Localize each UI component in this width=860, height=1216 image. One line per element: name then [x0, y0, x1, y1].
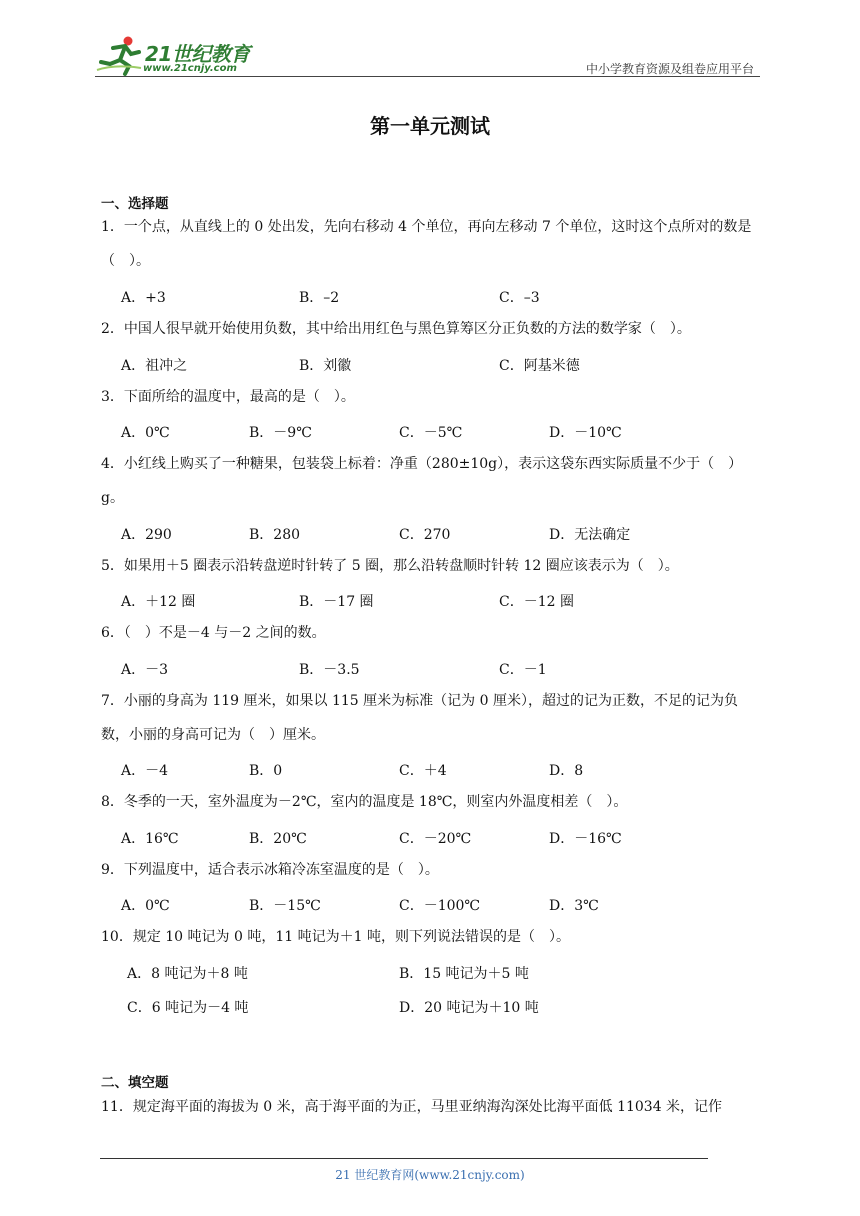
footer-text: 21 世纪教育网(www.21cnjy.com) [335, 1168, 525, 1182]
page-header [95, 34, 760, 78]
option[interactable]: B．280 [249, 527, 301, 543]
option[interactable]: B．0 [249, 763, 283, 779]
option[interactable]: B．－15℃ [249, 898, 321, 914]
platform-text: 中小学教育资源及组卷应用平台 [585, 62, 754, 76]
option[interactable]: A．－3 [121, 662, 169, 678]
question-6: 6．（ ）不是－4 与－2 之间的数。 [101, 625, 326, 641]
question-11: 11．规定海平面的海拔为 0 米，高于海平面的为正，马里亚纳海沟深处比海平面低 11034 米，记作 [101, 1099, 723, 1115]
option[interactable]: C．270 [399, 527, 451, 543]
option[interactable]: A．0℃ [121, 898, 170, 914]
option[interactable]: C．－100℃ [399, 898, 481, 914]
option[interactable]: D．－16℃ [549, 831, 622, 847]
option[interactable]: C．6 吨记为－4 吨 [127, 1000, 249, 1016]
question-9: 9．下列温度中，适合表示冰箱冷冻室温度的是（ ）。 [101, 862, 439, 878]
brand-name: 21世纪教育 [145, 42, 250, 66]
question-7: 7．小丽的身高为 119 厘米，如果以 115 厘米为标准（记为 0 厘米），超过的记为正数，不足的记为负数，小丽的身高可记为（ ）厘米。 [101, 693, 738, 743]
option[interactable]: C．–3 [499, 290, 540, 306]
option[interactable]: C．＋4 [399, 763, 447, 779]
option[interactable]: A．290 [121, 527, 172, 543]
option[interactable]: B．–2 [299, 290, 340, 306]
option[interactable]: B．－17 圈 [299, 594, 374, 610]
runner-icon [95, 34, 145, 78]
option[interactable]: A．8 吨记为＋8 吨 [127, 966, 248, 982]
options-9 [101, 895, 763, 915]
options-5 [101, 591, 763, 611]
options-10-row1 [101, 963, 763, 983]
option[interactable]: B．15 吨记为＋5 吨 [399, 966, 529, 982]
question-10: 10．规定 10 吨记为 0 吨，11 吨记为＋1 吨，则下列说法错误的是（ ）。 [101, 929, 570, 945]
option[interactable]: B．20℃ [249, 831, 307, 847]
option[interactable]: A．+3 [121, 290, 166, 306]
question-1: 1．一个点，从直线上的 0 处出发，先向右移动 4 个单位，再向左移动 7 个单位，这时这个点所对的数是（ ）。 [101, 219, 752, 269]
option[interactable]: D．无法确定 [549, 527, 631, 543]
question-8: 8．冬季的一天，室外温度为－2℃，室内的温度是 18℃，则室内外温度相差（ ）。 [101, 794, 628, 810]
brand-logo [95, 34, 265, 78]
option[interactable]: A．祖冲之 [121, 358, 188, 374]
option[interactable]: C．－20℃ [399, 831, 472, 847]
options-2 [101, 355, 763, 375]
option[interactable]: D．8 [549, 763, 584, 779]
option[interactable]: A．－4 [121, 763, 169, 779]
section-heading-choice: 一、选择题 [101, 196, 169, 212]
options-10-row2 [101, 997, 763, 1017]
option[interactable]: D．3℃ [549, 898, 599, 914]
option[interactable]: A．16℃ [121, 831, 179, 847]
brand-url: www.21cnjy.com [143, 63, 237, 74]
section-heading-fill: 二、填空题 [101, 1075, 169, 1091]
options-8 [101, 828, 763, 848]
page-title: 第一单元测试 [370, 114, 490, 138]
options-1 [101, 287, 763, 307]
footer-divider [100, 1158, 708, 1159]
option[interactable]: C．－5℃ [399, 425, 463, 441]
question-3: 3．下面所给的温度中，最高的是（ ）。 [101, 389, 355, 405]
option[interactable]: D．20 吨记为＋10 吨 [399, 1000, 539, 1016]
option[interactable]: C．－1 [499, 662, 547, 678]
question-2: 2．中国人很早就开始使用负数，其中给出用红色与黑色算筹区分正负数的方法的数学家（ ）。 [101, 321, 691, 337]
question-4: 4．小红线上购买了一种糖果，包装袋上标着：净重（280±10g），表示这袋东西实际质量不少于（ ）g。 [101, 456, 743, 506]
option[interactable]: B．－3.5 [299, 662, 360, 678]
options-3 [101, 422, 763, 442]
option[interactable]: B．刘徽 [299, 358, 352, 374]
option[interactable]: A．0℃ [121, 425, 170, 441]
header-divider [95, 76, 760, 77]
option[interactable]: A．＋12 圈 [121, 594, 196, 610]
option[interactable]: C．－12 圈 [499, 594, 574, 610]
option[interactable]: C．阿基米德 [499, 358, 580, 374]
question-5: 5．如果用＋5 圈表示沿转盘逆时针转了 5 圈，那么沿转盘顺时针转 12 圈应该表示为（ ）。 [101, 558, 679, 574]
options-4 [101, 524, 763, 544]
options-7 [101, 760, 763, 780]
option[interactable]: B．－9℃ [249, 425, 312, 441]
options-6 [101, 659, 763, 679]
option[interactable]: D．－10℃ [549, 425, 622, 441]
